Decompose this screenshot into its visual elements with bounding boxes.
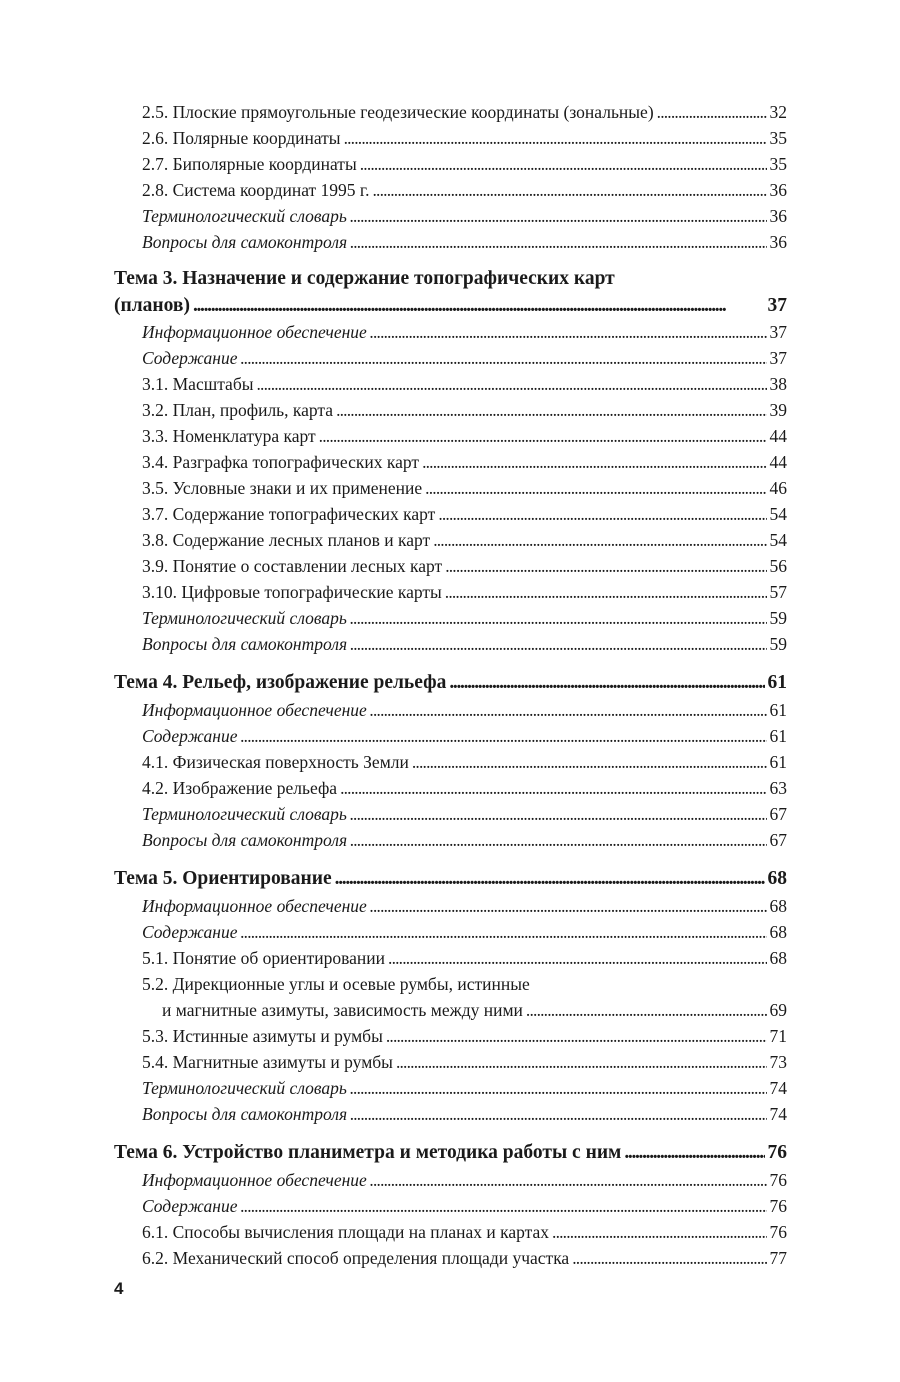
toc-entry-page: 59 xyxy=(769,608,787,628)
leader-dots xyxy=(350,1101,766,1127)
leader-dots xyxy=(425,475,766,501)
toc-entry-title: Содержание xyxy=(142,348,238,368)
toc-entry-title: 4.2. Изображение рельефа xyxy=(142,778,338,798)
leader-dots xyxy=(350,203,767,229)
toc-topic-heading[interactable] xyxy=(114,669,787,697)
toc-entry-questions[interactable] xyxy=(114,229,787,255)
toc-entry-title: Содержание xyxy=(142,922,238,942)
toc-entry-page: 36 xyxy=(769,206,787,226)
leader-dots xyxy=(240,723,766,749)
toc-entry-info[interactable] xyxy=(114,697,787,723)
toc-entry-page: 76 xyxy=(769,1222,787,1242)
toc-entry-page: 74 xyxy=(769,1104,787,1124)
toc-entry-glossary[interactable] xyxy=(114,203,787,229)
toc-entry[interactable] xyxy=(114,553,787,579)
toc-entry-title: 4.1. Физическая поверхность Земли xyxy=(142,752,409,772)
toc-entry-contents[interactable] xyxy=(114,345,787,371)
toc-entry-page: 54 xyxy=(769,504,787,524)
toc-entry-page: 46 xyxy=(769,478,787,498)
toc-entry-title: Терминологический словарь xyxy=(142,804,347,824)
toc-entry-title: Информационное обеспечение xyxy=(142,322,367,342)
toc-entry[interactable] xyxy=(114,99,787,125)
leader-dots xyxy=(350,229,766,255)
toc-entry-title: Содержание xyxy=(142,726,238,746)
leader-dots xyxy=(193,293,765,319)
toc-entry-glossary[interactable] xyxy=(114,801,787,827)
leader-dots xyxy=(572,1245,766,1271)
toc-entry-questions[interactable] xyxy=(114,827,787,853)
toc-entry-contents[interactable] xyxy=(114,723,787,749)
leader-dots xyxy=(350,827,766,853)
toc-topic-page: 68 xyxy=(767,868,787,889)
toc-entry-title: 3.2. План, профиль, карта xyxy=(142,400,334,420)
toc-entry[interactable] xyxy=(114,945,787,971)
toc-entry-page: 36 xyxy=(769,232,787,252)
leader-dots xyxy=(370,1167,767,1193)
toc-entry[interactable] xyxy=(114,1049,787,1075)
toc-entry[interactable] xyxy=(114,749,787,775)
leader-dots xyxy=(370,893,767,919)
toc-entry[interactable] xyxy=(114,527,787,553)
leader-dots xyxy=(388,945,766,971)
toc-entry-page: 56 xyxy=(769,556,787,576)
toc-entry-title: Терминологический словарь xyxy=(142,1078,347,1098)
leader-dots xyxy=(422,449,766,475)
toc-entry-title: Информационное обеспечение xyxy=(142,1170,367,1190)
toc-topic-heading[interactable] xyxy=(114,265,787,293)
toc-entry-page: 39 xyxy=(769,400,787,420)
toc-entry-info[interactable] xyxy=(114,1167,787,1193)
leader-dots xyxy=(373,177,767,203)
toc-entry-title: 3.5. Условные знаки и их применение xyxy=(142,478,423,498)
toc-topic-title: (планов) xyxy=(114,295,190,316)
toc-entry-page: 37 xyxy=(769,348,787,368)
toc-topic-heading[interactable] xyxy=(114,1139,787,1167)
toc-topic-heading-continued[interactable] xyxy=(114,293,787,319)
toc-topic-title: Тема 5. Ориентирование xyxy=(114,868,332,889)
leader-dots xyxy=(370,697,767,723)
toc-entry-title: 5.3. Истинные азимуты и румбы xyxy=(142,1026,383,1046)
toc-entry-page: 54 xyxy=(769,530,787,550)
leader-dots xyxy=(360,151,767,177)
toc-entry-page: 38 xyxy=(769,374,787,394)
toc-entry-page: 36 xyxy=(769,180,787,200)
toc-topic-title: Тема 6. Устройство планиметра и методика работы с ним xyxy=(114,1142,622,1163)
toc-entry-title: 3.7. Содержание топографических карт xyxy=(142,504,436,524)
toc-entry-page: 74 xyxy=(769,1078,787,1098)
toc-entry[interactable] xyxy=(114,449,787,475)
toc-topic-page: 37 xyxy=(767,295,787,316)
toc-entry[interactable] xyxy=(114,1219,787,1245)
toc-topic-heading[interactable] xyxy=(114,865,787,893)
toc-entry-title: 5.1. Понятие об ориентировании xyxy=(142,948,386,968)
toc-entry-page: 44 xyxy=(769,452,787,472)
toc-entry-glossary[interactable] xyxy=(114,605,787,631)
leader-dots xyxy=(340,775,766,801)
toc-entry-page: 76 xyxy=(769,1170,787,1190)
leader-dots xyxy=(257,371,767,397)
toc-entry-title: Содержание xyxy=(142,1196,238,1216)
toc-entry[interactable] xyxy=(114,397,787,423)
toc-entry-title: 5.4. Магнитные азимуты и румбы xyxy=(142,1052,393,1072)
toc-entry-page: 61 xyxy=(769,700,787,720)
toc-topic-title: Тема 4. Рельеф, изображение рельефа xyxy=(114,672,447,693)
toc-entry-contents[interactable] xyxy=(114,919,787,945)
leader-dots xyxy=(240,919,766,945)
leader-dots xyxy=(319,423,767,449)
toc-entry-multiline[interactable] xyxy=(114,971,787,997)
leader-dots xyxy=(552,1219,766,1245)
toc-entry-title: Информационное обеспечение xyxy=(142,700,367,720)
toc-entry-page: 77 xyxy=(769,1248,787,1268)
toc-entry-page: 68 xyxy=(769,922,787,942)
leader-dots xyxy=(445,579,767,605)
leader-dots xyxy=(350,631,766,657)
toc-entry-title: 2.6. Полярные координаты xyxy=(142,128,341,148)
toc-entry-title: 3.8. Содержание лесных планов и карт xyxy=(142,530,431,550)
toc-entry-title: 3.10. Цифровые топографические карты xyxy=(142,582,442,602)
toc-entry-title: 3.4. Разграфка топографических карт xyxy=(142,452,420,472)
toc-entry[interactable] xyxy=(114,1245,787,1271)
toc-entry-page: 76 xyxy=(769,1196,787,1216)
toc-topic-title: Тема 3. Назначение и содержание топографических карт xyxy=(114,268,615,289)
toc-entry-page: 57 xyxy=(769,582,787,602)
toc-entry-page: 61 xyxy=(769,726,787,746)
toc-entry-page: 61 xyxy=(769,752,787,772)
toc-entry-page: 32 xyxy=(769,102,787,122)
toc-entry[interactable] xyxy=(114,177,787,203)
toc-entry[interactable] xyxy=(114,423,787,449)
table-of-contents xyxy=(114,99,787,1271)
toc-topic-page: 61 xyxy=(767,672,787,693)
toc-entry-title: 3.1. Масштабы xyxy=(142,374,254,394)
toc-entry-page: 35 xyxy=(769,128,787,148)
toc-entry-multiline-continued[interactable] xyxy=(114,997,787,1023)
toc-entry-title: Терминологический словарь xyxy=(142,608,347,628)
leader-dots xyxy=(412,749,767,775)
leader-dots xyxy=(370,319,767,345)
toc-entry-glossary[interactable] xyxy=(114,1075,787,1101)
leader-dots xyxy=(396,1049,767,1075)
leader-dots xyxy=(449,669,764,697)
toc-entry-title: 5.2. Дирекционные углы и осевые румбы, истинные xyxy=(142,974,530,994)
toc-entry[interactable] xyxy=(114,501,787,527)
toc-entry-page: 37 xyxy=(769,322,787,342)
leader-dots xyxy=(350,801,767,827)
toc-entry-page: 63 xyxy=(769,778,787,798)
leader-dots xyxy=(335,865,765,893)
leader-dots xyxy=(240,1193,766,1219)
toc-entry-contents[interactable] xyxy=(114,1193,787,1219)
toc-entry[interactable] xyxy=(114,125,787,151)
toc-entry-questions[interactable] xyxy=(114,1101,787,1127)
toc-entry-title: Вопросы для самоконтроля xyxy=(142,634,348,654)
toc-entry-page: 44 xyxy=(769,426,787,446)
leader-dots xyxy=(386,1023,767,1049)
toc-entry-page: 67 xyxy=(769,804,787,824)
leader-dots xyxy=(350,605,767,631)
leader-dots xyxy=(240,345,766,371)
toc-entry-title: Вопросы для самоконтроля xyxy=(142,1104,348,1124)
page-number: 4 xyxy=(114,1279,124,1298)
toc-entry[interactable] xyxy=(114,475,787,501)
toc-entry-title: 2.5. Плоские прямоугольные геодезические координаты (зональные) xyxy=(142,102,654,122)
toc-entry-title: 3.3. Номенклатура карт xyxy=(142,426,316,446)
toc-entry-title: Вопросы для самоконтроля xyxy=(142,232,348,252)
toc-entry-info[interactable] xyxy=(114,893,787,919)
leader-dots xyxy=(336,397,766,423)
toc-entry-page: 69 xyxy=(769,1000,787,1020)
toc-topic-page: 76 xyxy=(767,1142,787,1163)
leader-dots xyxy=(657,99,767,125)
toc-entry[interactable] xyxy=(114,371,787,397)
toc-entry-title: 2.7. Биполярные координаты xyxy=(142,154,357,174)
toc-entry-page: 59 xyxy=(769,634,787,654)
toc-entry-page: 71 xyxy=(769,1026,787,1046)
toc-entry[interactable] xyxy=(114,579,787,605)
leader-dots xyxy=(624,1139,764,1167)
leader-dots xyxy=(433,527,766,553)
toc-entry-page: 73 xyxy=(769,1052,787,1072)
toc-entry[interactable] xyxy=(114,775,787,801)
toc-entry-title: 2.8. Система координат 1995 г. xyxy=(142,180,370,200)
leader-dots xyxy=(344,125,767,151)
toc-entry-title: 6.1. Способы вычисления площади на планах и картах xyxy=(142,1222,550,1242)
toc-entry-page: 67 xyxy=(769,830,787,850)
toc-entry-title: и магнитные азимуты, зависимость между ними xyxy=(162,1000,523,1020)
toc-entry-title: 3.9. Понятие о составлении лесных карт xyxy=(142,556,443,576)
toc-entry-page: 68 xyxy=(769,948,787,968)
leader-dots xyxy=(445,553,766,579)
toc-entry-title: 6.2. Механический способ определения площади участка xyxy=(142,1248,570,1268)
leader-dots xyxy=(526,997,767,1023)
toc-entry[interactable] xyxy=(114,151,787,177)
leader-dots xyxy=(438,501,766,527)
toc-entry-title: Терминологический словарь xyxy=(142,206,347,226)
toc-entry-title: Вопросы для самоконтроля xyxy=(142,830,348,850)
toc-entry-info[interactable] xyxy=(114,319,787,345)
leader-dots xyxy=(350,1075,767,1101)
toc-entry-title: Информационное обеспечение xyxy=(142,896,367,916)
toc-entry-page: 35 xyxy=(769,154,787,174)
toc-entry[interactable] xyxy=(114,1023,787,1049)
toc-entry-questions[interactable] xyxy=(114,631,787,657)
toc-entry-page: 68 xyxy=(769,896,787,916)
